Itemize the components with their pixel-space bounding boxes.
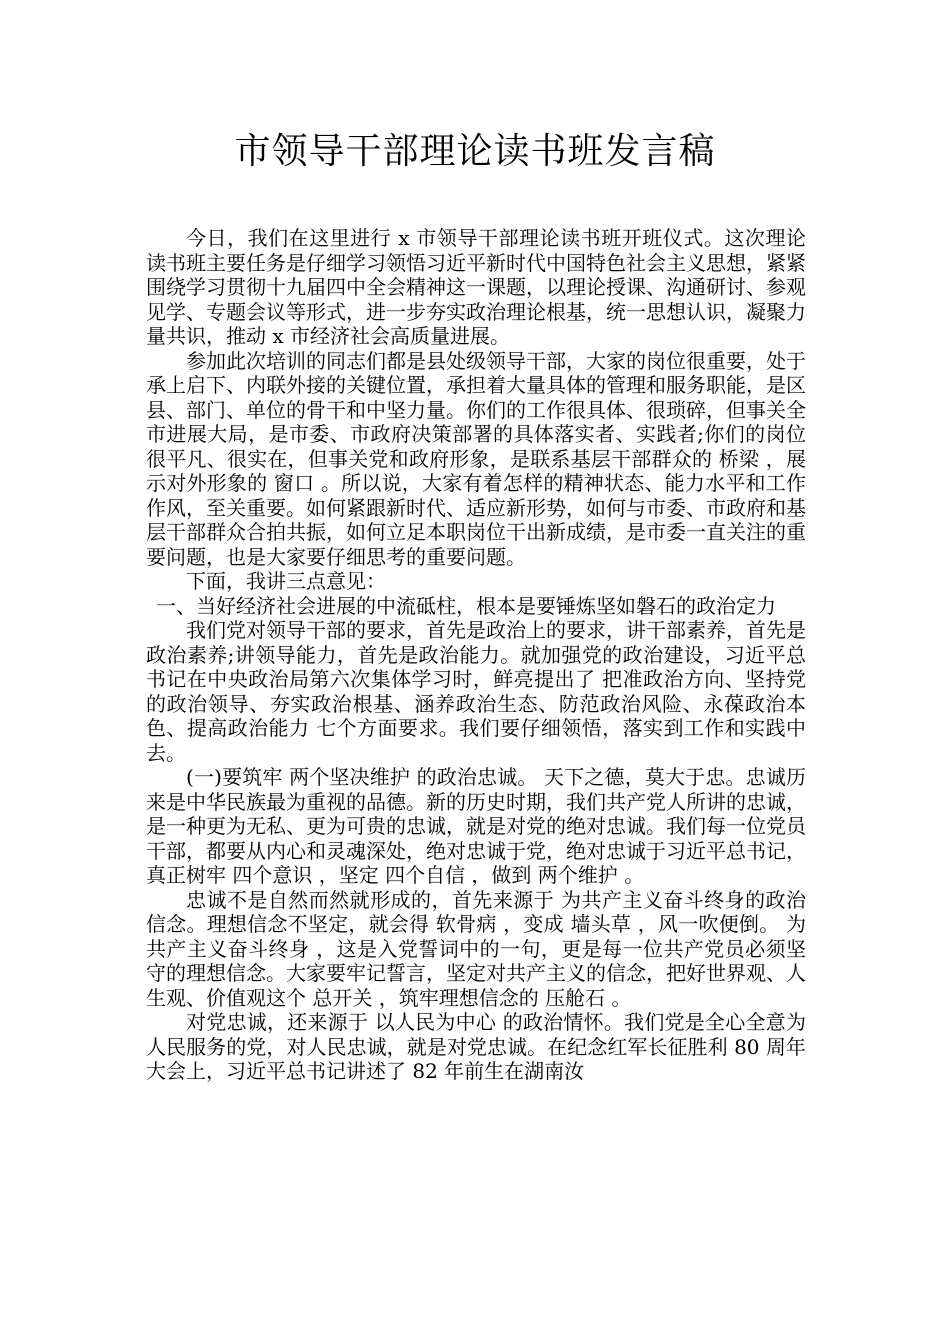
body-paragraph: (一)要筑牢 两个坚决维护 的政治忠诚。 天下之德，莫大于忠。忠诚历来是中华民族最为重视的品德。新的历史时期，我们共产党人所讲的忠诚，是一种更为无私、更为可贵的忠诚，就是对党的绝对忠诚。我们每一位党员干部，都要从内心和灵魂深处，绝对忠诚于党，绝对忠诚于习近平总书记，真正树牢 四个意识 ，坚定 四个自信 ，做到 两个维护 。 xyxy=(146,765,806,887)
document-body xyxy=(146,226,806,1084)
section-heading: 一、当好经济社会进展的中流砥柱，根本是要锤炼坚如磐石的政治定力 xyxy=(156,593,776,618)
body-paragraph: 参加此次培训的同志们都是县处级领导干部，大家的岗位很重要，处于承上启下、内联外接的关键位置，承担着大量具体的管理和服务职能，是区县、部门、单位的骨干和中坚力量。你们的工作很具体、很琐碎，但事关全市进展大局，是市委、市政府决策部署的具体落实者、实践者;你们的岗位很平凡、很实在，但事关党和政府形象，是联系基层干部群众的 桥梁 ，展示对外形象的 窗口 。所以说，大家有着怎样的精神状态、能力水平和工作作风，至关重要。如何紧跟新时代、适应新形势，如何与市委、市政府和基层干部群众合拍共振，如何立足本职岗位干出新成绩，是市委一直关注的重要问题，也是大家要仔细思考的重要问题。 xyxy=(146,348,806,569)
body-paragraph: 我们党对领导干部的要求，首先是政治上的要求，讲干部素养，首先是政治素养;讲领导能力，首先是政治能力。就加强党的政治建设，习近平总书记在中央政治局第六次集体学习时，鲜亮提出了 把准政治方向、坚持党的政治领导、夯实政治根基、涵养政治生态、防范政治风险、永葆政治本色、提高政治能力 七个方面要求。我们要仔细领悟，落实到工作和实践中去。 xyxy=(146,618,806,765)
document-title: 市领导干部理论读书班发言稿 xyxy=(234,131,716,172)
body-paragraph: 对党忠诚，还来源于 以人民为中心 的政治情怀。我们党是全心全意为人民服务的党，对人民忠诚，就是对党忠诚。在纪念红军长征胜利 80 周年大会上，习近平总书记讲述了 82 年前生在湖南汝 xyxy=(146,1010,806,1083)
body-paragraph: 忠诚不是自然而然就形成的，首先来源于 为共产主义奋斗终身的政治信念。理想信念不坚定，就会得 软骨病 ，变成 墙头草 ，风一吹便倒。 为共产主义奋斗终身 ，这是入党誓词中的一句，更是每一位共产党员必须坚守的理想信念。大家要牢记誓言，坚定对共产主义的信念，把好世界观、人生观、价值观这个 总开关 ，筑牢理想信念的 压舱石 。 xyxy=(146,887,806,1010)
body-paragraph: 今日，我们在这里进行 x 市领导干部理论读书班开班仪式。这次理论读书班主要任务是仔细学习领悟习近平新时代中国特色社会主义思想，紧紧围绕学习贯彻十九届四中全会精神这一课题，以理论授课、沟通研讨、参观见学、专题会议等形式，进一步夯实政治理论根基，统一思想认识，凝聚力量共识，推动 x 市经济社会高质量进展。 xyxy=(146,226,806,348)
body-paragraph: 下面，我讲三点意见： xyxy=(186,569,386,593)
